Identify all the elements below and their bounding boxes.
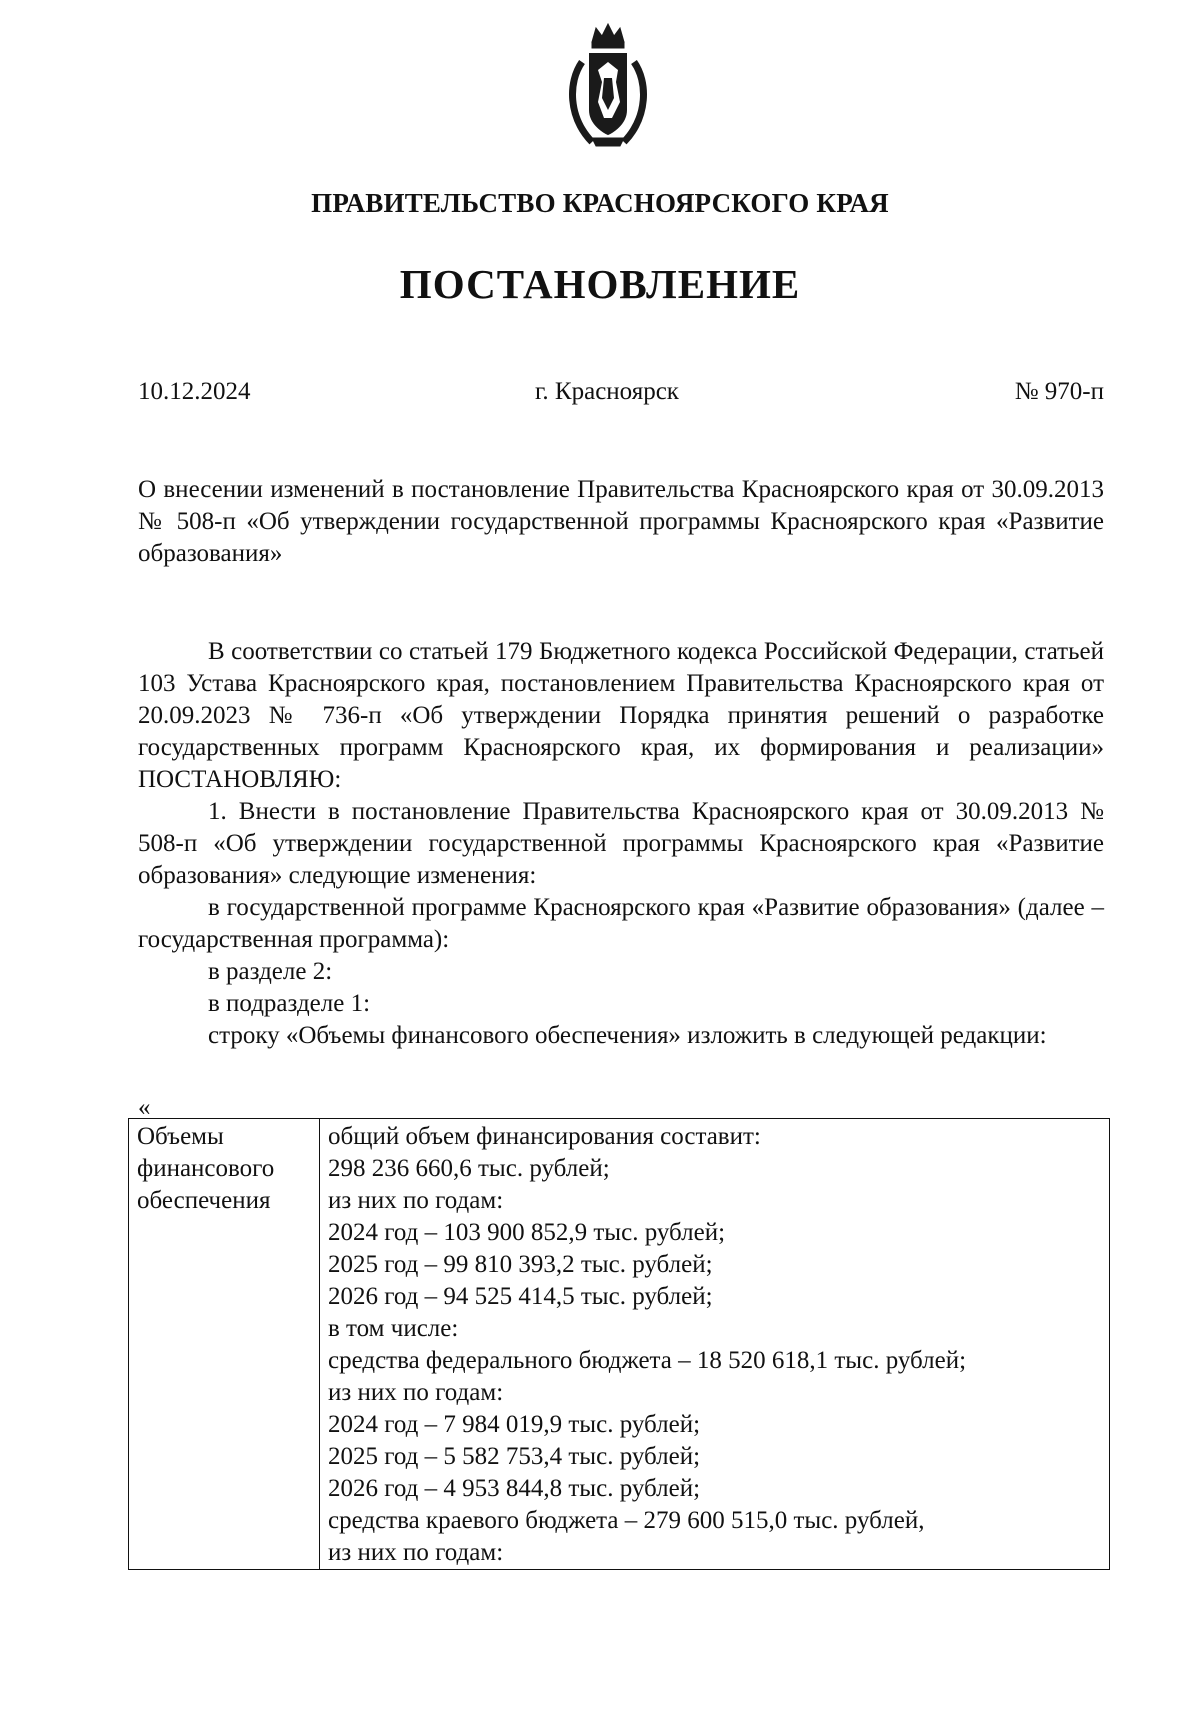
value-line: 2025 год – 5 582 753,4 тыс. рублей; [328, 1443, 701, 1470]
value-line: из них по годам: [328, 1187, 504, 1214]
label-line: финансового [137, 1155, 275, 1182]
section-paragraph: в разделе 2: [208, 958, 333, 985]
financing-label-cell [129, 1119, 320, 1570]
preamble-paragraph: В соответствии со статьей 179 Бюджетного кодекса Российской Федерации, статьей 103 Устава Красноярского края, постановлением Правительства Красноярского края от 20.09.2023 № 736-п «Об утверждении Порядка принятия решений о разработке государственных программ Красноярского края, их формирования и реализации» ПОСТАНОВЛЯЮ: [138, 638, 1104, 793]
value-line: из них по годам: [328, 1379, 504, 1406]
organization-name: ПРАВИТЕЛЬСТВО КРАСНОЯРСКОГО КРАЯ [311, 188, 889, 218]
value-line: 2024 год – 7 984 019,9 тыс. рублей; [328, 1411, 701, 1438]
value-line: 2025 год – 99 810 393,2 тыс. рублей; [328, 1251, 713, 1278]
document-number: № 970-п [1014, 378, 1104, 405]
table-row [129, 1119, 1110, 1570]
value-line: общий объем финансирования составит: [328, 1123, 761, 1150]
value-line: 298 236 660,6 тыс. рублей; [328, 1155, 610, 1182]
value-line: в том числе: [328, 1315, 459, 1342]
coat-of-arms-icon [562, 22, 654, 152]
label-line: Объемы [137, 1123, 224, 1150]
label-line: обеспечения [137, 1187, 271, 1214]
coat-of-arms-emblem [562, 22, 654, 152]
document-title: О внесении изменений в постановление Правительства Красноярского края от 30.09.2013 № 508-п «Об утверждении государственной программы Красноярского края «Развитие образования» [138, 476, 1104, 567]
item-1-sub-paragraph: в государственной программе Красноярского края «Развитие образования» (далее – государственная программа): [138, 894, 1104, 953]
value-line: 2024 год – 103 900 852,9 тыс. рублей; [328, 1219, 726, 1246]
subsection-paragraph: в подразделе 1: [208, 990, 371, 1017]
item-1-paragraph: 1. Внести в постановление Правительства Красноярского края от 30.09.2013 № 508-п «Об утверждении государственной программы Красноярского края «Развитие образования» следующие изменения: [138, 798, 1104, 889]
value-line: средства федерального бюджета – 18 520 618,1 тыс. рублей; [328, 1347, 967, 1374]
open-quote: « [138, 1094, 151, 1121]
financing-values-cell [320, 1119, 1110, 1570]
instruction-paragraph: строку «Объемы финансового обеспечения» изложить в следующей редакции: [208, 1022, 1047, 1049]
value-line: 2026 год – 4 953 844,8 тыс. рублей; [328, 1475, 701, 1502]
document-type: ПОСТАНОВЛЕНИЕ [399, 261, 801, 307]
value-line: из них по годам: [328, 1539, 504, 1566]
value-line: 2026 год – 94 525 414,5 тыс. рублей; [328, 1283, 713, 1310]
value-line: средства краевого бюджета – 279 600 515,0 тыс. рублей, [328, 1507, 925, 1534]
document-date: 10.12.2024 [138, 378, 251, 405]
document-body [138, 636, 1104, 1052]
financing-table [128, 1118, 1110, 1570]
document-city: г. Красноярск [535, 378, 679, 405]
